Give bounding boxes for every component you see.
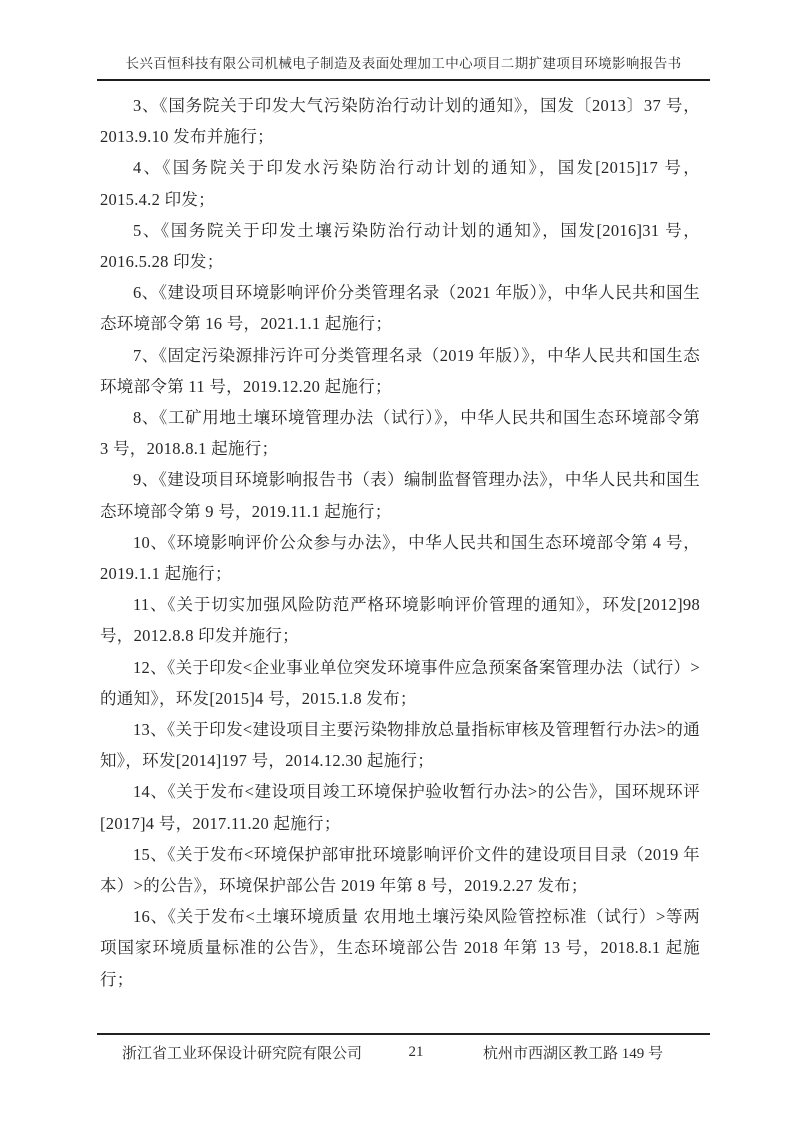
legal-reference-item: 11、《关于切实加强风险防范严格环境影响评价管理的通知》，环发[2012]98 号，2012.8.8 印发并施行；	[100, 595, 700, 646]
legal-reference-item: 3、《国务院关于印发大气污染防治行动计划的通知》，国发〔2013〕37 号，2013.9.10 发布并施行；	[100, 96, 700, 147]
legal-reference-item: 6、《建设项目环境影响评价分类管理名录（2021 年版）》，中华人民共和国生态环境部令第 16 号，2021.1.1 起施行；	[100, 283, 700, 334]
legal-reference-item: 10、《环境影响评价公众参与办法》，中华人民共和国生态环境部令第 4 号，2019.1.1 起施行；	[100, 532, 700, 584]
report-header-title: 长兴百恒科技有限公司机械电子制造及表面处理加工中心项目二期扩建项目环境影响报告书	[125, 56, 682, 71]
footer-page-number: 21	[408, 1044, 424, 1060]
page-footer	[97, 1033, 710, 1063]
legal-reference-item: 16、《关于发布<土壤环境质量 农用地土壤污染风险管控标准（试行）>等两项国家环境质量标准的公告》，生态环境部公告 2018 年第 13 号，2018.8.1 起施行；	[100, 907, 700, 989]
legal-reference-item: 13、《关于印发<建设项目主要污染物排放总量指标审核及管理暂行办法>的通知》，环发[2014]197 号，2014.12.30 起施行；	[100, 720, 700, 771]
legal-reference-item: 15、《关于发布<环境保护部审批环境影响评价文件的建设项目目录（2019 年本）>的公告》，环境保护部公告 2019 年第 8 号，2019.2.27 发布；	[100, 844, 700, 896]
footer-organization: 浙江省工业环保设计研究院有限公司	[122, 1046, 363, 1062]
legal-reference-item: 5、《国务院关于印发土壤污染防治行动计划的通知》，国发[2016]31 号，2016.5.28 印发；	[100, 220, 700, 272]
legal-reference-item: 14、《关于发布<建设项目竣工环境保护验收暂行办法>的公告》，国环规环评[2017]4 号，2017.11.20 起施行；	[100, 782, 700, 833]
page-header	[97, 0, 710, 81]
document-body	[100, 90, 700, 995]
legal-reference-item: 7、《固定污染源排污许可分类管理名录（2019 年版）》，中华人民共和国生态环境部令第 11 号，2019.12.20 起施行；	[100, 345, 700, 396]
legal-reference-item: 4、《国务院关于印发水污染防治行动计划的通知》，国发[2015]17 号，2015.4.2 印发；	[100, 158, 700, 209]
legal-reference-item: 12、《关于印发<企业事业单位突发环境事件应急预案备案管理办法（试行）>的通知》，环发[2015]4 号，2015.1.8 发布；	[100, 657, 700, 708]
header-rule	[97, 79, 710, 81]
legal-reference-item: 9、《建设项目环境影响报告书（表）编制监督管理办法》，中华人民共和国生态环境部令第 9 号，2019.11.1 起施行；	[100, 470, 700, 521]
legal-reference-item: 8、《工矿用地土壤环境管理办法（试行）》，中华人民共和国生态环境部令第 3 号，2018.8.1 起施行；	[100, 408, 700, 459]
footer-address: 杭州市西湖区教工路 149 号	[482, 1046, 663, 1062]
